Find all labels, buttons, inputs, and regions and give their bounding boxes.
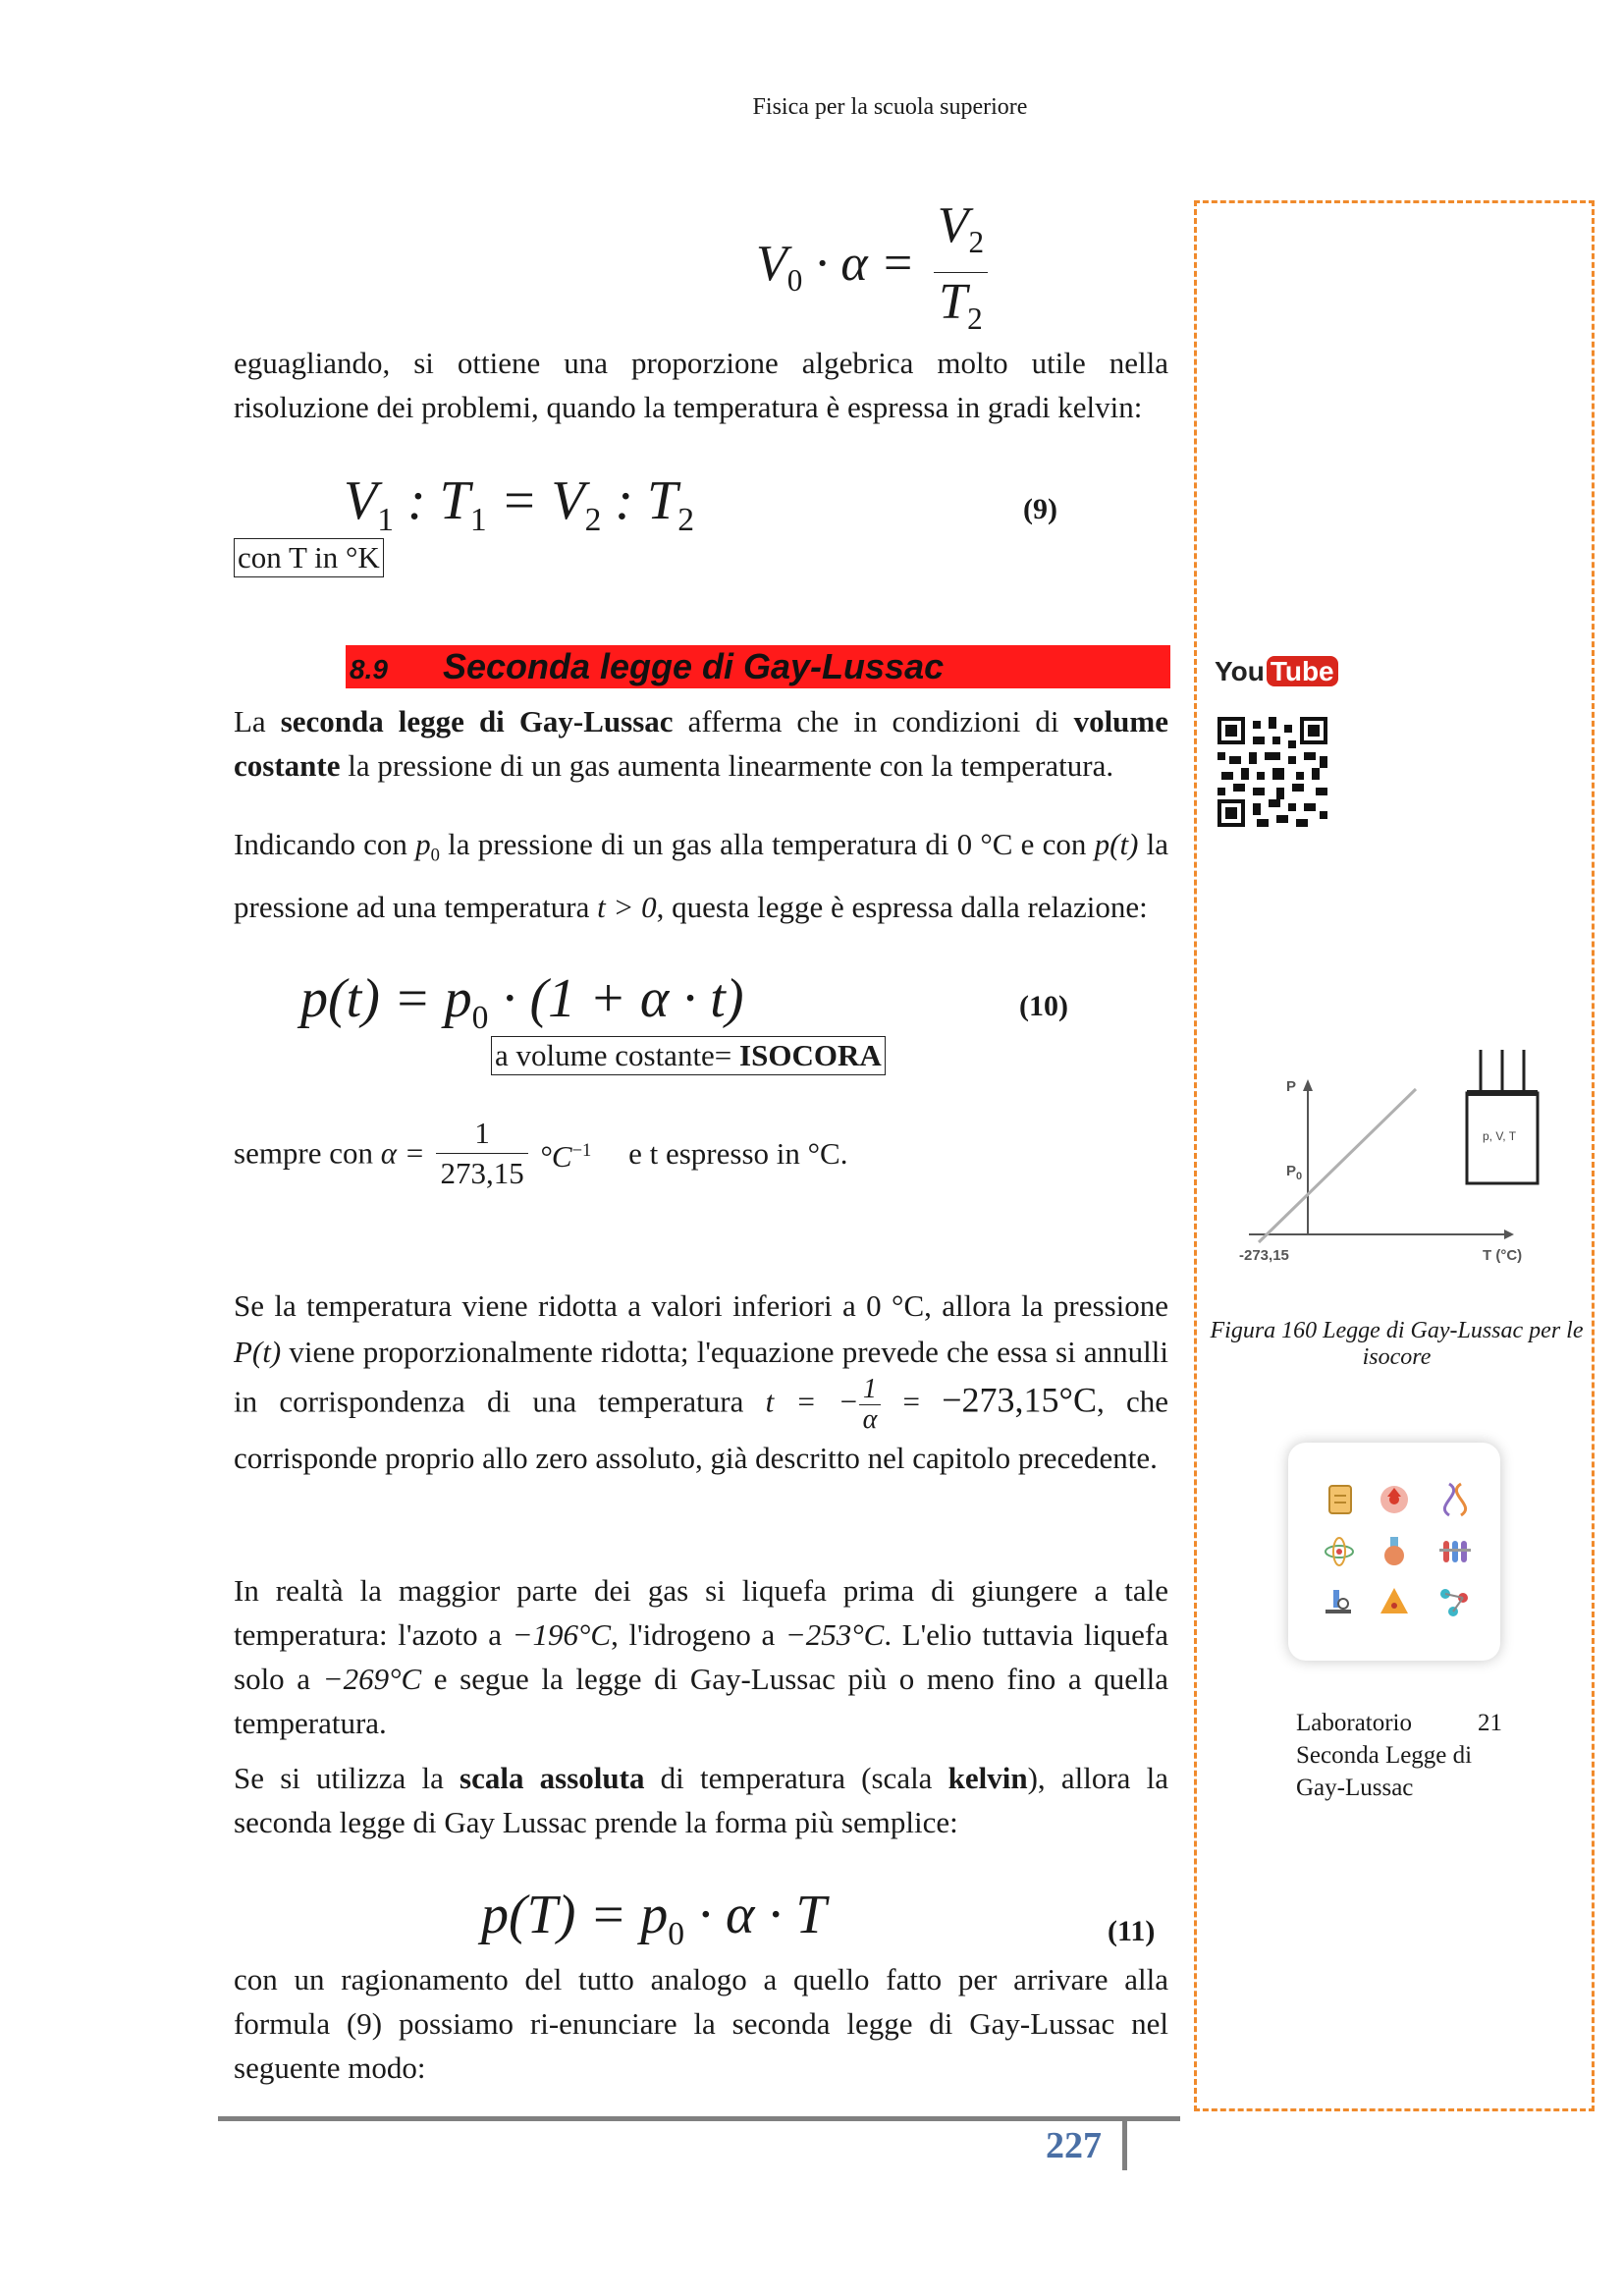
paragraph-liquefaction: In realtà la maggior parte dei gas si liquefa prima di giungere a tale temperatura: l'azoto a −196°C, l'idrogeno a −253°C. L'elio tuttavia liquefa solo a −269°C e segue la legge di Gay-Lussac più o meno fino a quella temperatura.	[234, 1573, 1168, 1740]
dna-icon	[1444, 1484, 1465, 1515]
page-number: 227	[1046, 2125, 1102, 2166]
equation-11: $p(T) = p_0 \cdot \alpha \cdot T$	[481, 1885, 827, 1952]
paragraph-law-statement: La seconda legge di Gay-Lussac afferma che in condizioni di volume costante la pressione di un gas aumenta linearmente con la temperatura.	[234, 704, 1168, 783]
lab-clipboard-icon	[1329, 1486, 1351, 1513]
x-min-label: -273,15	[1239, 1247, 1289, 1264]
paragraph-kelvin-scale: Se si utilizza la scala assoluta di temperatura (scala kelvin), allora la seconda legge di Gay Lussac prende la forma più semplice:	[234, 1761, 1168, 1839]
microscope-icon	[1325, 1590, 1351, 1613]
p0-label: $P_0$	[1286, 1163, 1303, 1182]
equation-11-number: (11)	[1108, 1915, 1156, 1947]
paragraph-proportion-intro: eguagliando, si ottiene una proporzione algebrica molto utile nella risoluzione dei problemi, quando la temperatura è espressa in gradi kelvin:	[234, 346, 1168, 424]
paragraph-restatement: con un ragionamento del tutto analogo a quello fatto per arrivare alla formula (9) possiamo ri-enunciare la seconda legge di Gay-Lussac nel seguente modo:	[234, 1962, 1168, 2085]
lab-reference	[1296, 1707, 1502, 1804]
qr-code-icon[interactable]	[1217, 717, 1327, 827]
isochore-line	[1259, 1089, 1416, 1242]
test-tubes-icon	[1439, 1541, 1471, 1562]
alpha-definition: sempre con α = $\frac{1}{273,15}$ $^\circ C^{-1}$ e t espresso in °C.	[234, 1116, 848, 1190]
equation-10: $p(t) = p_0 \cdot (1 + \alpha \cdot t)$	[300, 968, 744, 1036]
section-number: 8.9	[350, 654, 388, 684]
equation-9: $V_1$ : $T_1 = V_2$ : $T_2$	[344, 470, 694, 538]
running-header: Fisica per la scuola superiore	[752, 94, 1028, 120]
section-heading	[346, 645, 1170, 688]
x-axis-label: T (°C)	[1483, 1247, 1523, 1264]
equation-9-note: con T in °K	[234, 538, 384, 577]
figure-caption: Figura 160 Legge di Gay-Lussac per le isocore	[1210, 1318, 1584, 1370]
paragraph-absolute-zero: Se la temperatura viene ridotta a valori inferiori a 0 °C, allora la pressione P(t) viene proporzionalmente ridotta; l'equazione prevede che essa si annulli in corrispondenza di una temperatura t = − $\frac{1}{\alpha}$ = −273,15°C, che corrisponde proprio allo zero assoluto, già descritto nel capitolo precedente.	[234, 1288, 1168, 1475]
equation-10-number: (10)	[1019, 990, 1068, 1022]
equation-9-number: (9)	[1023, 493, 1057, 525]
lab-label: Laboratorio	[1296, 1710, 1413, 1736]
gay-lussac-isochore-figure	[1239, 1046, 1553, 1272]
page-number-divider	[1122, 2121, 1127, 2170]
lab-title-2: Gay-Lussac	[1296, 1775, 1414, 1801]
x-axis-arrow	[1504, 1230, 1514, 1239]
youtube-logo[interactable]: You Tube	[1215, 654, 1338, 689]
footer-rule	[218, 2116, 1180, 2121]
atom-icon	[1325, 1538, 1353, 1565]
y-axis-arrow	[1303, 1079, 1313, 1091]
equation-10-note: a volume costante= ISOCORA	[491, 1036, 886, 1075]
lab-title-1: Seconda Legge di	[1296, 1742, 1473, 1769]
lab-app-icon[interactable]	[1288, 1443, 1500, 1661]
section-title: Seconda legge di Gay-Lussac	[442, 646, 945, 686]
paragraph-notation: Indicando con $p_0$ la pressione di un gas alla temperatura di 0 °C e con p(t) la pressione ad una temperatura t > 0, questa legge è espressa dalla relazione:	[234, 827, 1168, 924]
radiation-icon	[1380, 1486, 1408, 1513]
cylinder-label: p, V, T	[1483, 1129, 1517, 1143]
equation-v0-alpha: $V_0 \cdot \alpha$ = $\frac{V_2}{T_2}$	[756, 196, 988, 349]
lab-number: 21	[1478, 1710, 1502, 1736]
warning-icon	[1380, 1588, 1408, 1613]
molecule-icon	[1440, 1589, 1468, 1616]
y-axis-label: P	[1286, 1078, 1297, 1095]
flask-icon	[1384, 1537, 1404, 1565]
